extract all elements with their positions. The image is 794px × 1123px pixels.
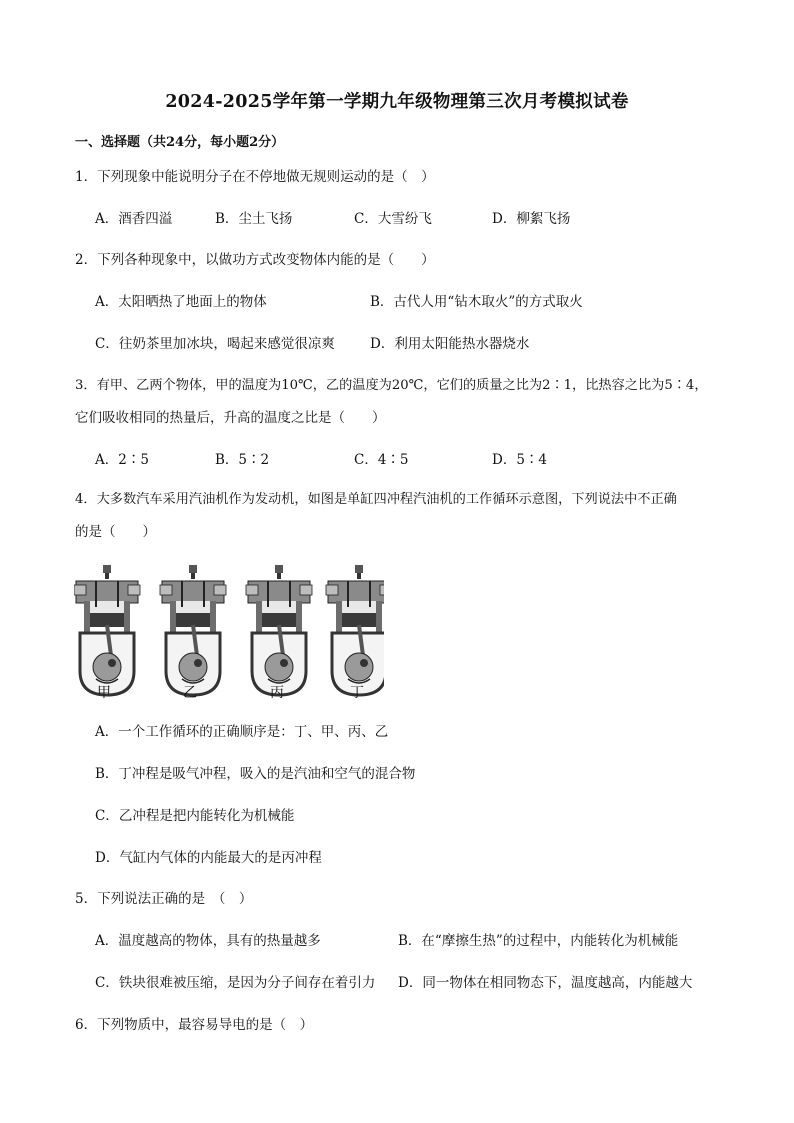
q3-option-a: A．2∶5 [95,452,149,468]
q1-option-c: C．大雪纷飞 [354,211,432,227]
q4-option-d: D．气缸内气体的内能最大的是丙冲程 [95,850,322,866]
q4-option-a: A．一个工作循环的正确顺序是：丁、甲、丙、乙 [95,724,389,740]
q1-option-a: A．酒香四溢 [95,211,173,227]
question-4-stem-line2: 的是（ ） [75,524,156,540]
q2-option-d: D．利用太阳能热水器烧水 [370,336,530,352]
question-5-stem: 5．下列说法正确的是 （ ） [75,891,253,907]
section-heading: 一、选择题（共24分，每小题2分） [75,135,285,150]
q2-option-b: B．古代人用“钻木取火”的方式取火 [370,294,583,310]
engine-label-jia: 甲 [97,685,111,701]
question-6-stem: 6．下列物质中，最容易导电的是（ ） [75,1017,314,1033]
engine-label-ding: 丁 [350,685,364,701]
question-1-stem: 1．下列现象中能说明分子在不停地做无规则运动的是（ ） [75,169,435,185]
engine-stroke-figure [74,563,384,708]
q3-option-d: D．5∶4 [492,452,548,468]
question-3-stem-line2: 它们吸收相同的热量后，升高的温度之比是（ ） [75,410,386,426]
q5-option-c: C．铁块很难被压缩，是因为分子间存在着引力 [95,975,376,991]
q3-option-c: C．4∶5 [354,452,409,468]
q1-option-d: D．柳絮飞扬 [492,211,571,227]
q5-option-d: D．同一物体在相同物态下，温度越高，内能越大 [398,975,693,991]
question-3-stem-line1: 3．有甲、乙两个物体，甲的温度为10℃，乙的温度为20℃，它们的质量之比为2∶1，比热容之比为5∶4， [75,378,708,393]
engine-label-bing: 丙 [270,685,284,701]
q3-option-b: B．5∶2 [215,452,270,468]
q2-option-a: A．太阳晒热了地面上的物体 [95,294,267,310]
q1-option-b: B．尘土飞扬 [215,211,293,227]
q5-option-b: B．在“摩擦生热”的过程中，内能转化为机械能 [398,933,679,949]
q4-option-c: C．乙冲程是把内能转化为机械能 [95,808,295,824]
question-4-stem-line1: 4．大多数汽车采用汽油机作为发动机，如图是单缸四冲程汽油机的工作循环示意图，下列说法中不正确 [75,492,677,507]
engine-label-yi: 乙 [183,685,197,701]
question-2-stem: 2．下列各种现象中，以做功方式改变物体内能的是（ ） [75,252,435,268]
q4-option-b: B．丁冲程是吸气冲程，吸入的是汽油和空气的混合物 [95,766,416,782]
exam-title: 2024-2025学年第一学期九年级物理第三次月考模拟试卷 [165,92,629,112]
q2-option-c: C．往奶茶里加冰块，喝起来感觉很凉爽 [95,336,335,352]
q5-option-a: A．温度越高的物体，具有的热量越多 [95,933,321,949]
